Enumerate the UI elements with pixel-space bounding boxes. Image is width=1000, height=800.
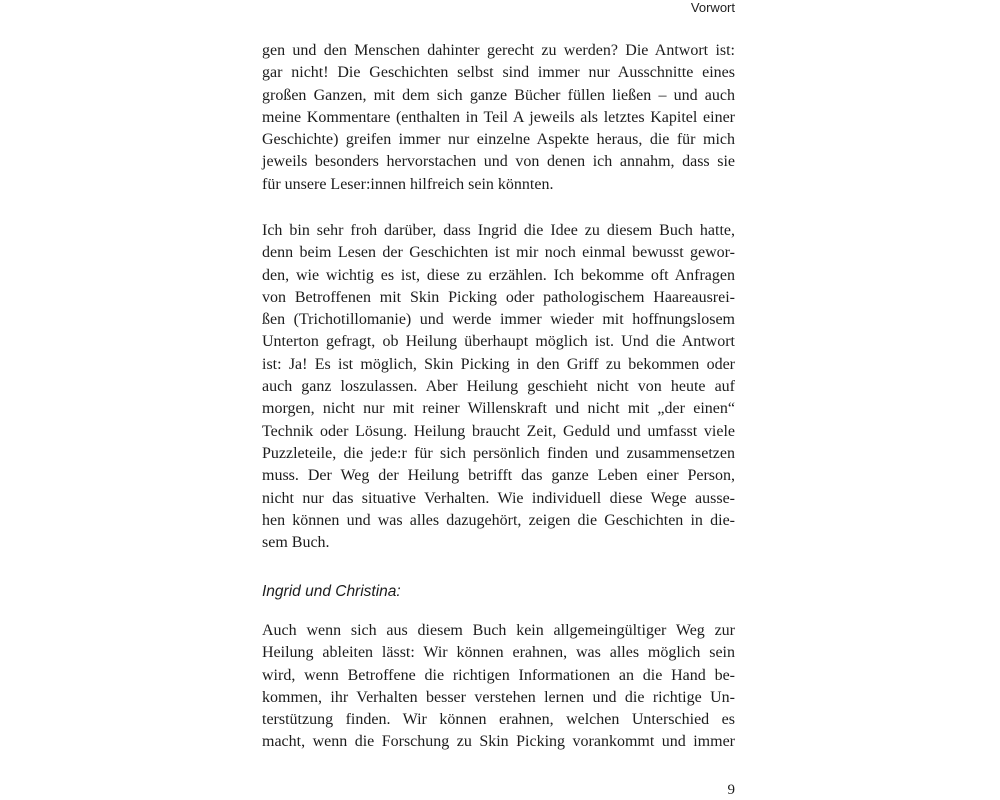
page-number: 9 — [727, 782, 735, 798]
text-line: denn beim Lesen der Geschichten ist mir noch einmal bewusst gewor- — [262, 244, 735, 262]
text-line: Auch wenn sich aus diesem Buch kein allgemeingültiger Weg zur — [262, 622, 735, 639]
text-line: wird, wenn Betroffene die richtigen Informationen an die Hand be- — [262, 666, 735, 684]
text-line: Geschichte) greifen immer nur einzelne Aspekte heraus, die für mich — [262, 131, 735, 149]
text-line: von Betroffenen mit Skin Picking oder pathologischem Haareausrei- — [262, 288, 735, 306]
text-line: Heilung ableiten lässt: Wir können erahnen, was alles möglich sein — [262, 644, 735, 662]
section-heading: Ingrid und Christina: — [262, 583, 401, 600]
paragraph — [262, 40, 735, 196]
text-line: Puzzleteile, die jede:r für sich persönlich finden und zusammensetzen — [262, 444, 735, 462]
text-line: meine Kommentare (enthalten in Teil A jeweils als letztes Kapitel einer — [262, 108, 735, 126]
text-line: auch ganz loszulassen. Aber Heilung geschieht nicht von heute auf — [262, 378, 735, 396]
text-line: terstützung finden. Wir können erahnen, welchen Unterschied es — [262, 711, 735, 729]
text-line: gen und den Menschen dahinter gerecht zu werden? Die Antwort ist: — [262, 42, 735, 59]
text-line: ßen (Trichotillomanie) und werde immer wieder mit hoffnungslosem — [262, 311, 735, 329]
text-line: den, wie wichtig es ist, diese zu erzählen. Ich bekomme oft Anfragen — [262, 266, 735, 284]
text-line: für unsere Leser:innen hilfreich sein könnten. — [262, 175, 554, 193]
text-line: Ich bin sehr froh darüber, dass Ingrid die Idee zu diesem Buch hatte, — [262, 222, 735, 239]
text-line: sem Buch. — [262, 534, 330, 552]
text-line: muss. Der Weg der Heilung betrifft das ganze Leben einer Person, — [262, 467, 735, 485]
text-line: hen können und was alles dazugehört, zeigen die Geschichten in die- — [262, 511, 735, 529]
text-line: großen Ganzen, mit dem sich ganze Bücher füllen ließen – und auch — [262, 86, 735, 104]
text-line: gar nicht! Die Geschichten selbst sind immer nur Ausschnitte eines — [262, 64, 735, 82]
paragraph — [262, 620, 735, 754]
text-line: nicht nur das situative Verhalten. Wie individuell diese Wege ausse- — [262, 489, 735, 507]
text-line: kommen, ihr Verhalten besser verstehen lernen und die richtige Un- — [262, 688, 735, 706]
text-line: macht, wenn die Forschung zu Skin Picking vorankommt und immer — [262, 733, 735, 751]
text-line: ist: Ja! Es ist möglich, Skin Picking in den Griff zu bekommen oder — [262, 355, 735, 373]
text-line: Unterton gefragt, ob Heilung überhaupt möglich ist. Und die Antwort — [262, 333, 735, 351]
text-line: morgen, nicht nur mit reiner Willenskraft und nicht mit „der einen“ — [262, 400, 735, 418]
running-header: Vorwort — [690, 0, 735, 15]
text-line: jeweils besonders hervorstachen und von denen ich annahm, dass sie — [262, 153, 735, 171]
text-line: Technik oder Lösung. Heilung braucht Zeit, Geduld und umfasst viele — [262, 422, 735, 440]
paragraph — [262, 220, 735, 554]
